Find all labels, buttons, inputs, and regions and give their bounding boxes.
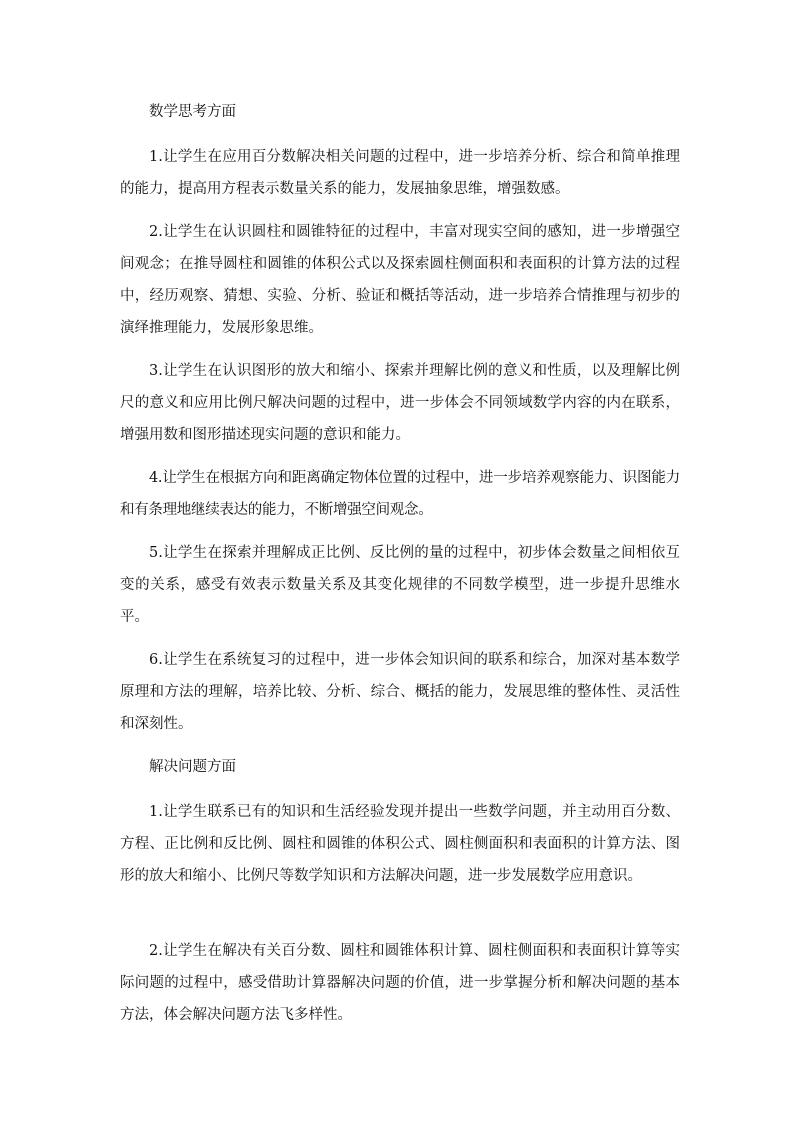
section-heading-problem-solving: 解决问题方面 bbox=[149, 759, 236, 775]
math-thinking-item-1: 1.让学生在应用百分数解决相关问题的过程中，进一步培养分析、综合和简单推理的能力，提高用方程表示数量关系的能力，发展抽象思维，增强数感。 bbox=[120, 149, 680, 197]
math-thinking-item-6: 6.让学生在系统复习的过程中，进一步体会知识间的联系和综合，加深对基本数学原理和方法的理解，培养比较、分析、综合、概括的能力，发展思维的整体性、灵活性和深刻性。 bbox=[120, 652, 680, 732]
math-thinking-item-5: 5.让学生在探索并理解成正比例、反比例的量的过程中，初步体会数量之间相依互变的关系，感受有效表示数量关系及其变化规律的不同数学模型，进一步提升思维水平。 bbox=[120, 545, 680, 625]
math-thinking-item-3: 3.让学生在认识图形的放大和缩小、探索并理解比例的意义和性质，以及理解比例尺的意义和应用比例尺解决问题的过程中，进一步体会不同领域数学内容的内在联系，增强用数和图形描述现实问题的意识和能力。 bbox=[120, 363, 680, 443]
math-thinking-item-4: 4.让学生在根据方向和距离确定物体位置的过程中，进一步培养观察能力、识图能力和有条理地继续表达的能力，不断增强空间观念。 bbox=[120, 470, 680, 518]
section-heading-math-thinking: 数学思考方面 bbox=[149, 104, 236, 120]
problem-solving-item-1: 1.让学生联系已有的知识和生活经验发现并提出一些数学问题，并主动用百分数、方程、正比例和反比例、圆柱和圆锥的体积公式、圆柱侧面积和表面积的计算方法、图形的放大和缩小、比例尺等数学知识和方法解决问题，进一步发展数学应用意识。 bbox=[120, 804, 680, 884]
math-thinking-item-2: 2.让学生在认识圆柱和圆锥特征的过程中，丰富对现实空间的感知，进一步增强空间观念；在推导圆柱和圆锥的体积公式以及探索圆柱侧面积和表面积的计算方法的过程中，经历观察、猜想、实验、分析、验证和概括等活动，进一步培养合情推理与初步的演绎推理能力，发展形象思维。 bbox=[120, 224, 680, 336]
problem-solving-item-2: 2.让学生在解决有关百分数、圆柱和圆锥体积计算、圆柱侧面积和表面积计算等实际问题的过程中，感受借助计算器解决问题的价值，进一步掌握分析和解决问题的基本方法，体会解决问题方法飞多样性。 bbox=[120, 943, 680, 1023]
